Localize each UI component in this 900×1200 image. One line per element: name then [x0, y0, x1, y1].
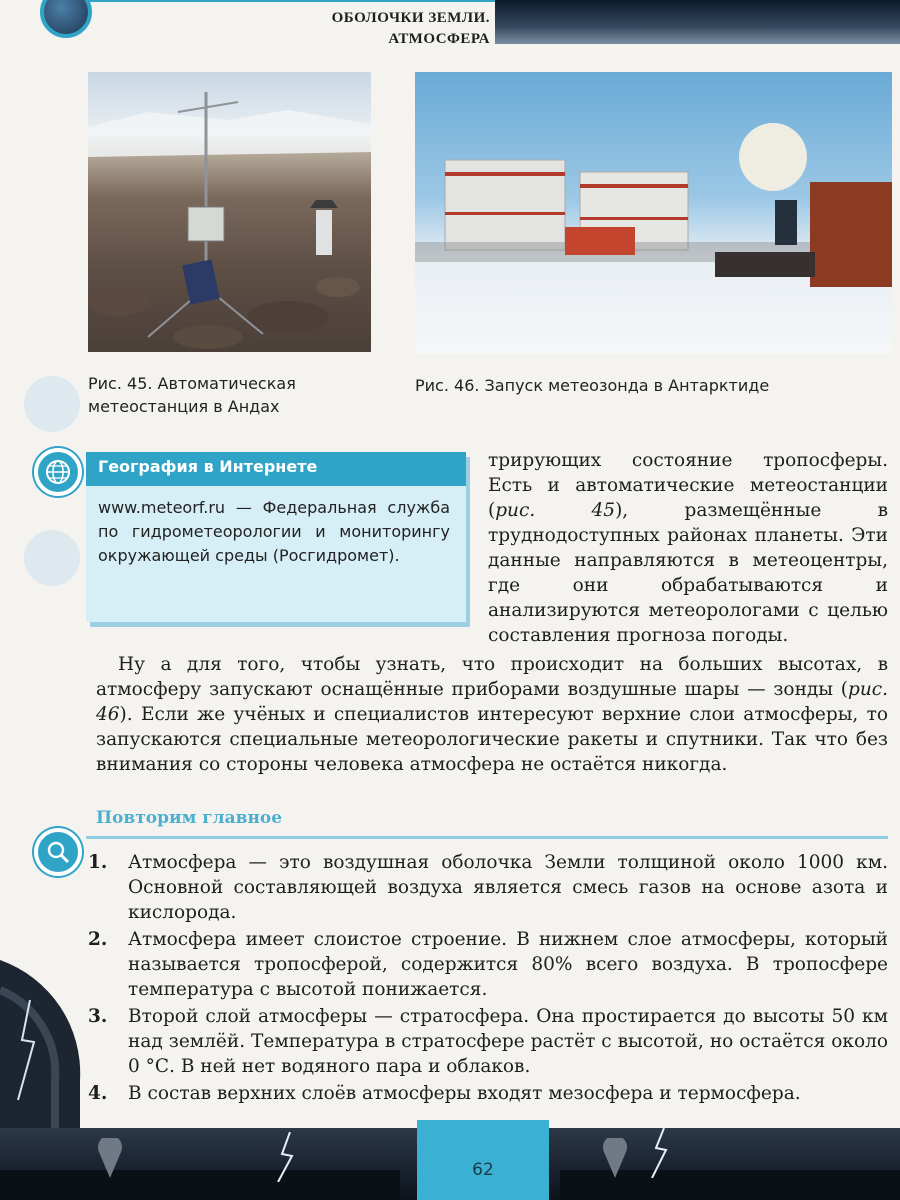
balloon-launch-illustration — [415, 72, 892, 354]
margin-decoration — [24, 376, 80, 432]
running-title-line1: ОБОЛОЧКИ ЗЕМЛИ. — [331, 10, 490, 26]
figure-45-caption: Рис. 45. Автоматическая метеостанция в Андах — [88, 374, 296, 416]
list-item-text: Атмосфера — это воздушная оболочка Земли толщиной около 1000 км. Основной составляющей воздуха является смесь газов на основе азота и кислорода. — [128, 852, 888, 923]
paragraph-right-column: трирующих состояние тропосферы. Есть и автоматические метеостанции (рис. 45), размещённые в труднодоступных районах планеты. Эти данные направляются в метеоцентры, где они обрабатываются и анализируются метеорологами с целью составления прогноза погоды. — [488, 450, 888, 646]
lightning-icon — [270, 1132, 310, 1182]
list-item-number: 3. — [88, 1006, 108, 1027]
magnifier-icon — [34, 828, 82, 876]
internet-info-box — [86, 452, 466, 622]
globe-network-icon — [34, 448, 82, 496]
internet-box-text: www.meteorf.ru — Федеральная служба по гидрометеорологии и мониторингу окружающей среды (Росгидромет). — [98, 498, 450, 565]
review-divider — [86, 836, 888, 839]
page-number: 62 — [472, 1160, 494, 1180]
magnifier-icon-svg — [38, 832, 78, 872]
map-pin-icon — [95, 1138, 125, 1178]
internet-box-title: География в Интернете — [98, 457, 318, 476]
running-title — [300, 8, 490, 50]
list-item — [88, 850, 888, 925]
weather-station-illustration — [88, 72, 371, 352]
list-item — [88, 1004, 888, 1079]
lightning-icon — [640, 1128, 680, 1178]
globe-network-icon-svg — [38, 452, 78, 492]
running-title-line2: АТМОСФЕРА — [388, 31, 490, 47]
list-item-text: Атмосфера имеет слоистое строение. В нижнем слое атмосферы, который называется тропосферой, содержится 80% всего воздуха. В тропосфере температура с высотой понижается. — [128, 929, 888, 1000]
review-list — [88, 850, 888, 1108]
page-number-tab — [417, 1120, 549, 1200]
review-heading: Повторим главное — [96, 808, 283, 828]
figure-45-photo — [88, 72, 371, 352]
figure-46-caption: Рис. 46. Запуск метеозонда в Антарктиде — [415, 376, 770, 395]
paragraph-main: Ну а для того, чтобы узнать, что происходит на больших высотах, в атмосферу запускают оснащённые приборами воздушные шары — зонды (рис. 46). Если же учёных и специалистов интересуют верхние слои атмосферы, то запускаются специальные метеорологические ракеты и спутники. Так что без внимания со стороны человека атмосфера не остаётся никогда. — [96, 654, 888, 775]
list-item — [88, 1081, 888, 1106]
header-accent-line — [58, 0, 498, 2]
margin-decoration — [24, 530, 80, 586]
list-item-text: В состав верхних слоёв атмосферы входят мезосфера и термосфера. — [128, 1083, 801, 1104]
map-pin-icon — [600, 1138, 630, 1178]
city-silhouette — [0, 1170, 400, 1200]
list-item — [88, 927, 888, 1002]
figure-46-photo — [415, 72, 892, 354]
list-item-number: 1. — [88, 852, 108, 873]
header-sky-image — [495, 0, 900, 44]
list-item-number: 4. — [88, 1083, 108, 1104]
list-item-number: 2. — [88, 929, 108, 950]
internet-box-header — [86, 452, 466, 486]
list-item-text: Второй слой атмосферы — стратосфера. Она простирается до высоты 50 км над землёй. Температура в стратосфере растёт с высотой, но остаётся около 0 °С. В ней нет водяного пара и облаков. — [128, 1006, 888, 1077]
